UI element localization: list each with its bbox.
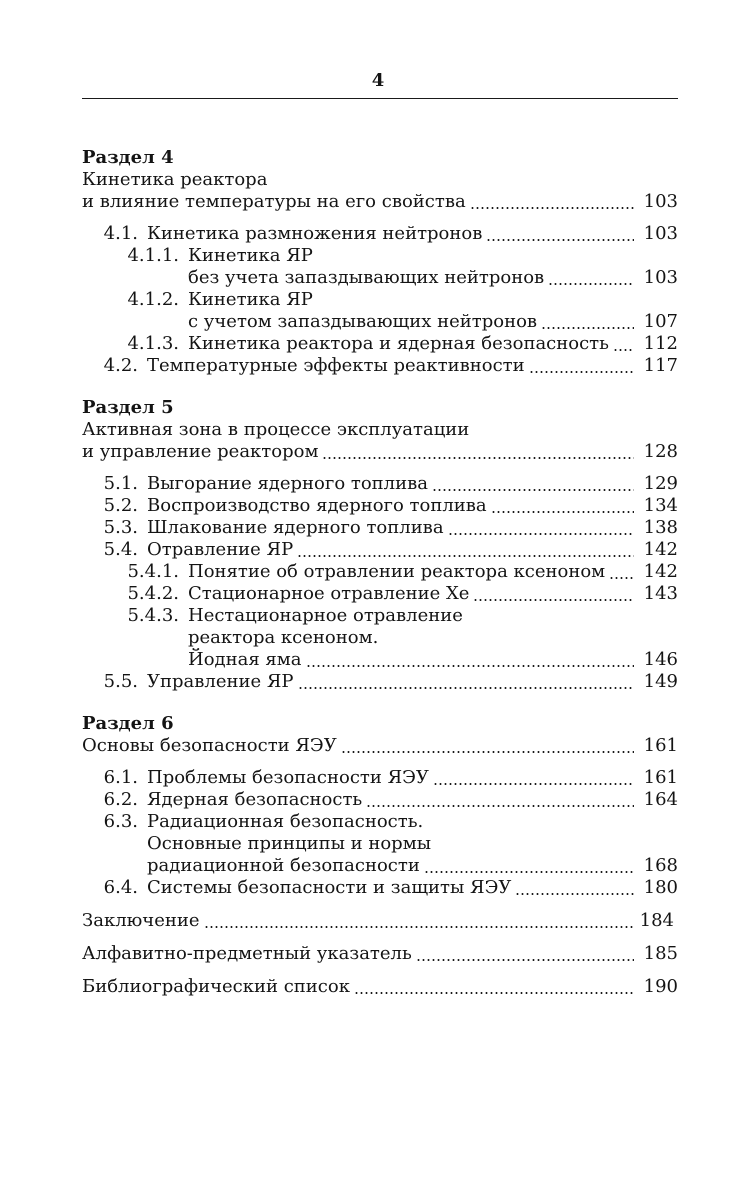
page-ref: 103 bbox=[643, 267, 678, 288]
page-ref: 134 bbox=[643, 495, 678, 516]
entry-number: 4.1.3. bbox=[127, 333, 179, 354]
toc-entry[interactable] bbox=[82, 191, 678, 213]
toc-entry-bibliography[interactable] bbox=[82, 976, 678, 998]
entry-title: Шлакование ядерного топлива bbox=[147, 517, 444, 538]
dot-leader bbox=[486, 223, 634, 245]
toc-entry[interactable] bbox=[82, 495, 678, 517]
dot-leader bbox=[297, 539, 634, 561]
toc-entry-line bbox=[82, 833, 678, 855]
section-heading-text: и влияние температуры на его свойства bbox=[82, 191, 466, 212]
page-ref: 185 bbox=[643, 943, 678, 964]
page-ref: 184 bbox=[639, 910, 674, 931]
entry-title: Нестационарное отравление bbox=[188, 605, 463, 626]
section-heading-text: Активная зона в процессе эксплуатации bbox=[82, 419, 470, 440]
toc-entry[interactable] bbox=[82, 517, 678, 539]
dot-leader bbox=[306, 649, 634, 671]
section-4 bbox=[82, 147, 678, 377]
entry-number: 5.4. bbox=[103, 539, 138, 560]
page-ref: 112 bbox=[643, 333, 678, 354]
entry-number: 6.1. bbox=[103, 767, 138, 788]
entry-title: Понятие об отравлении реактора ксеноном bbox=[188, 561, 606, 582]
entry-number: 5.5. bbox=[103, 671, 138, 692]
dot-leader bbox=[548, 267, 634, 289]
entry-title: Кинетика размножения нейтронов bbox=[147, 223, 483, 244]
dot-leader bbox=[448, 517, 634, 539]
entry-number: 4.1.1. bbox=[127, 245, 179, 266]
section-heading-text: и управление реактором bbox=[82, 441, 319, 462]
page-number: 4 bbox=[371, 70, 385, 91]
toc-entry[interactable] bbox=[82, 649, 678, 671]
entry-title: радиационной безопасности bbox=[147, 855, 420, 876]
entry-title: Основные принципы и нормы bbox=[147, 833, 432, 854]
dot-leader bbox=[341, 735, 634, 757]
entry-title: Выгорание ядерного топлива bbox=[147, 473, 428, 494]
entry-title: Алфавитно-предметный указатель bbox=[82, 943, 412, 964]
entry-title: Радиационная безопасность. bbox=[147, 811, 424, 832]
dot-leader bbox=[491, 495, 634, 517]
dot-leader bbox=[433, 767, 634, 789]
dot-leader bbox=[432, 473, 634, 495]
entry-title: Проблемы безопасности ЯЭУ bbox=[147, 767, 429, 788]
dot-leader bbox=[541, 311, 634, 333]
entry-number: 5.3. bbox=[103, 517, 138, 538]
entry-number: 5.4.2. bbox=[127, 583, 179, 604]
page-ref: 103 bbox=[643, 223, 678, 244]
entry-title: Управление ЯР bbox=[147, 671, 294, 692]
toc-entry[interactable] bbox=[82, 441, 678, 463]
dot-leader bbox=[366, 789, 634, 811]
entry-title: Кинетика ЯР bbox=[188, 245, 313, 266]
dot-leader bbox=[416, 943, 634, 965]
entry-title: Йодная яма bbox=[188, 649, 302, 670]
toc-entry[interactable] bbox=[82, 355, 678, 377]
section-heading-line bbox=[82, 419, 678, 441]
dot-leader bbox=[470, 191, 634, 213]
entry-number: 4.2. bbox=[103, 355, 138, 376]
toc-entry[interactable] bbox=[82, 267, 678, 289]
toc-entry[interactable] bbox=[82, 333, 678, 355]
page-ref: 117 bbox=[643, 355, 678, 376]
toc-entry[interactable] bbox=[82, 539, 678, 561]
page-ref: 149 bbox=[643, 671, 678, 692]
toc-entry-line bbox=[82, 627, 678, 649]
entry-number: 6.3. bbox=[103, 811, 138, 832]
toc-entry-conclusion[interactable] bbox=[82, 910, 678, 932]
entry-title: Температурные эффекты реактивности bbox=[147, 355, 525, 376]
entry-title: Кинетика реактора и ядерная безопасность bbox=[188, 333, 609, 354]
entry-number: 5.2. bbox=[103, 495, 138, 516]
page-ref: 107 bbox=[643, 311, 678, 332]
entry-number: 4.1.2. bbox=[127, 289, 179, 310]
page-ref: 129 bbox=[643, 473, 678, 494]
toc-entry-index[interactable] bbox=[82, 943, 678, 965]
toc-entry[interactable] bbox=[82, 877, 678, 899]
entry-title: Библиографический список bbox=[82, 976, 350, 997]
toc-entry-line bbox=[82, 289, 678, 311]
page-ref: 190 bbox=[643, 976, 678, 997]
section-6 bbox=[82, 713, 678, 899]
dot-leader bbox=[204, 910, 634, 932]
dot-leader bbox=[613, 333, 634, 355]
dot-leader bbox=[609, 561, 634, 583]
entry-title: Кинетика ЯР bbox=[188, 289, 313, 310]
toc-entry[interactable] bbox=[82, 735, 678, 757]
entry-title: Системы безопасности и защиты ЯЭУ bbox=[147, 877, 512, 898]
entry-number: 6.2. bbox=[103, 789, 138, 810]
page-ref: 103 bbox=[643, 191, 678, 212]
section-heading-line bbox=[82, 169, 678, 191]
dot-leader bbox=[354, 976, 634, 998]
page-ref: 161 bbox=[643, 735, 678, 756]
toc-entry[interactable] bbox=[82, 767, 678, 789]
dot-leader bbox=[529, 355, 634, 377]
table-of-contents bbox=[82, 147, 678, 998]
toc-entry-line bbox=[82, 605, 678, 627]
toc-entry-line bbox=[82, 245, 678, 267]
page-ref: 168 bbox=[643, 855, 678, 876]
section-5 bbox=[82, 397, 678, 693]
page-ref: 143 bbox=[643, 583, 678, 604]
dot-leader bbox=[515, 877, 634, 899]
toc-entry[interactable] bbox=[82, 561, 678, 583]
entry-title: Стационарное отравление Xe bbox=[188, 583, 470, 604]
toc-entry[interactable] bbox=[82, 473, 678, 495]
dot-leader bbox=[424, 855, 634, 877]
entry-title: Заключение bbox=[82, 910, 200, 931]
toc-entry[interactable] bbox=[82, 789, 678, 811]
entry-title: Отравление ЯР bbox=[147, 539, 294, 560]
page-ref: 138 bbox=[643, 517, 678, 538]
entry-number: 6.4. bbox=[103, 877, 138, 898]
dot-leader bbox=[473, 583, 634, 605]
page-ref: 146 bbox=[643, 649, 678, 670]
entry-number: 4.1. bbox=[103, 223, 138, 244]
entry-number: 5.4.1. bbox=[127, 561, 179, 582]
entry-title: без учета запаздывающих нейтронов bbox=[188, 267, 545, 288]
entry-title: Воспроизводство ядерного топлива bbox=[147, 495, 487, 516]
page-ref: 142 bbox=[643, 561, 678, 582]
entry-number: 5.4.3. bbox=[127, 605, 179, 626]
section-title: Раздел 6 bbox=[82, 713, 174, 734]
page-ref: 161 bbox=[643, 767, 678, 788]
page-ref: 128 bbox=[643, 441, 678, 462]
section-heading-text: Кинетика реактора bbox=[82, 169, 268, 190]
toc-entry[interactable] bbox=[82, 583, 678, 605]
dot-leader bbox=[322, 441, 634, 463]
entry-title: Ядерная безопасность bbox=[147, 789, 363, 810]
section-title: Раздел 5 bbox=[82, 397, 174, 418]
section-heading-text: Основы безопасности ЯЭУ bbox=[82, 735, 337, 756]
toc-entry-line bbox=[82, 811, 678, 833]
page-ref: 142 bbox=[643, 539, 678, 560]
entry-title: реактора ксеноном. bbox=[188, 627, 379, 648]
page-ref: 164 bbox=[643, 789, 678, 810]
back-matter bbox=[82, 910, 678, 998]
toc-entry[interactable] bbox=[82, 671, 678, 693]
section-title: Раздел 4 bbox=[82, 147, 174, 168]
dot-leader bbox=[298, 671, 635, 693]
header-rule bbox=[82, 98, 678, 99]
page-ref: 180 bbox=[643, 877, 678, 898]
toc-entry[interactable] bbox=[82, 223, 678, 245]
entry-number: 5.1. bbox=[103, 473, 138, 494]
toc-entry[interactable] bbox=[82, 311, 678, 333]
toc-entry[interactable] bbox=[82, 855, 678, 877]
entry-title: с учетом запаздывающих нейтронов bbox=[188, 311, 538, 332]
